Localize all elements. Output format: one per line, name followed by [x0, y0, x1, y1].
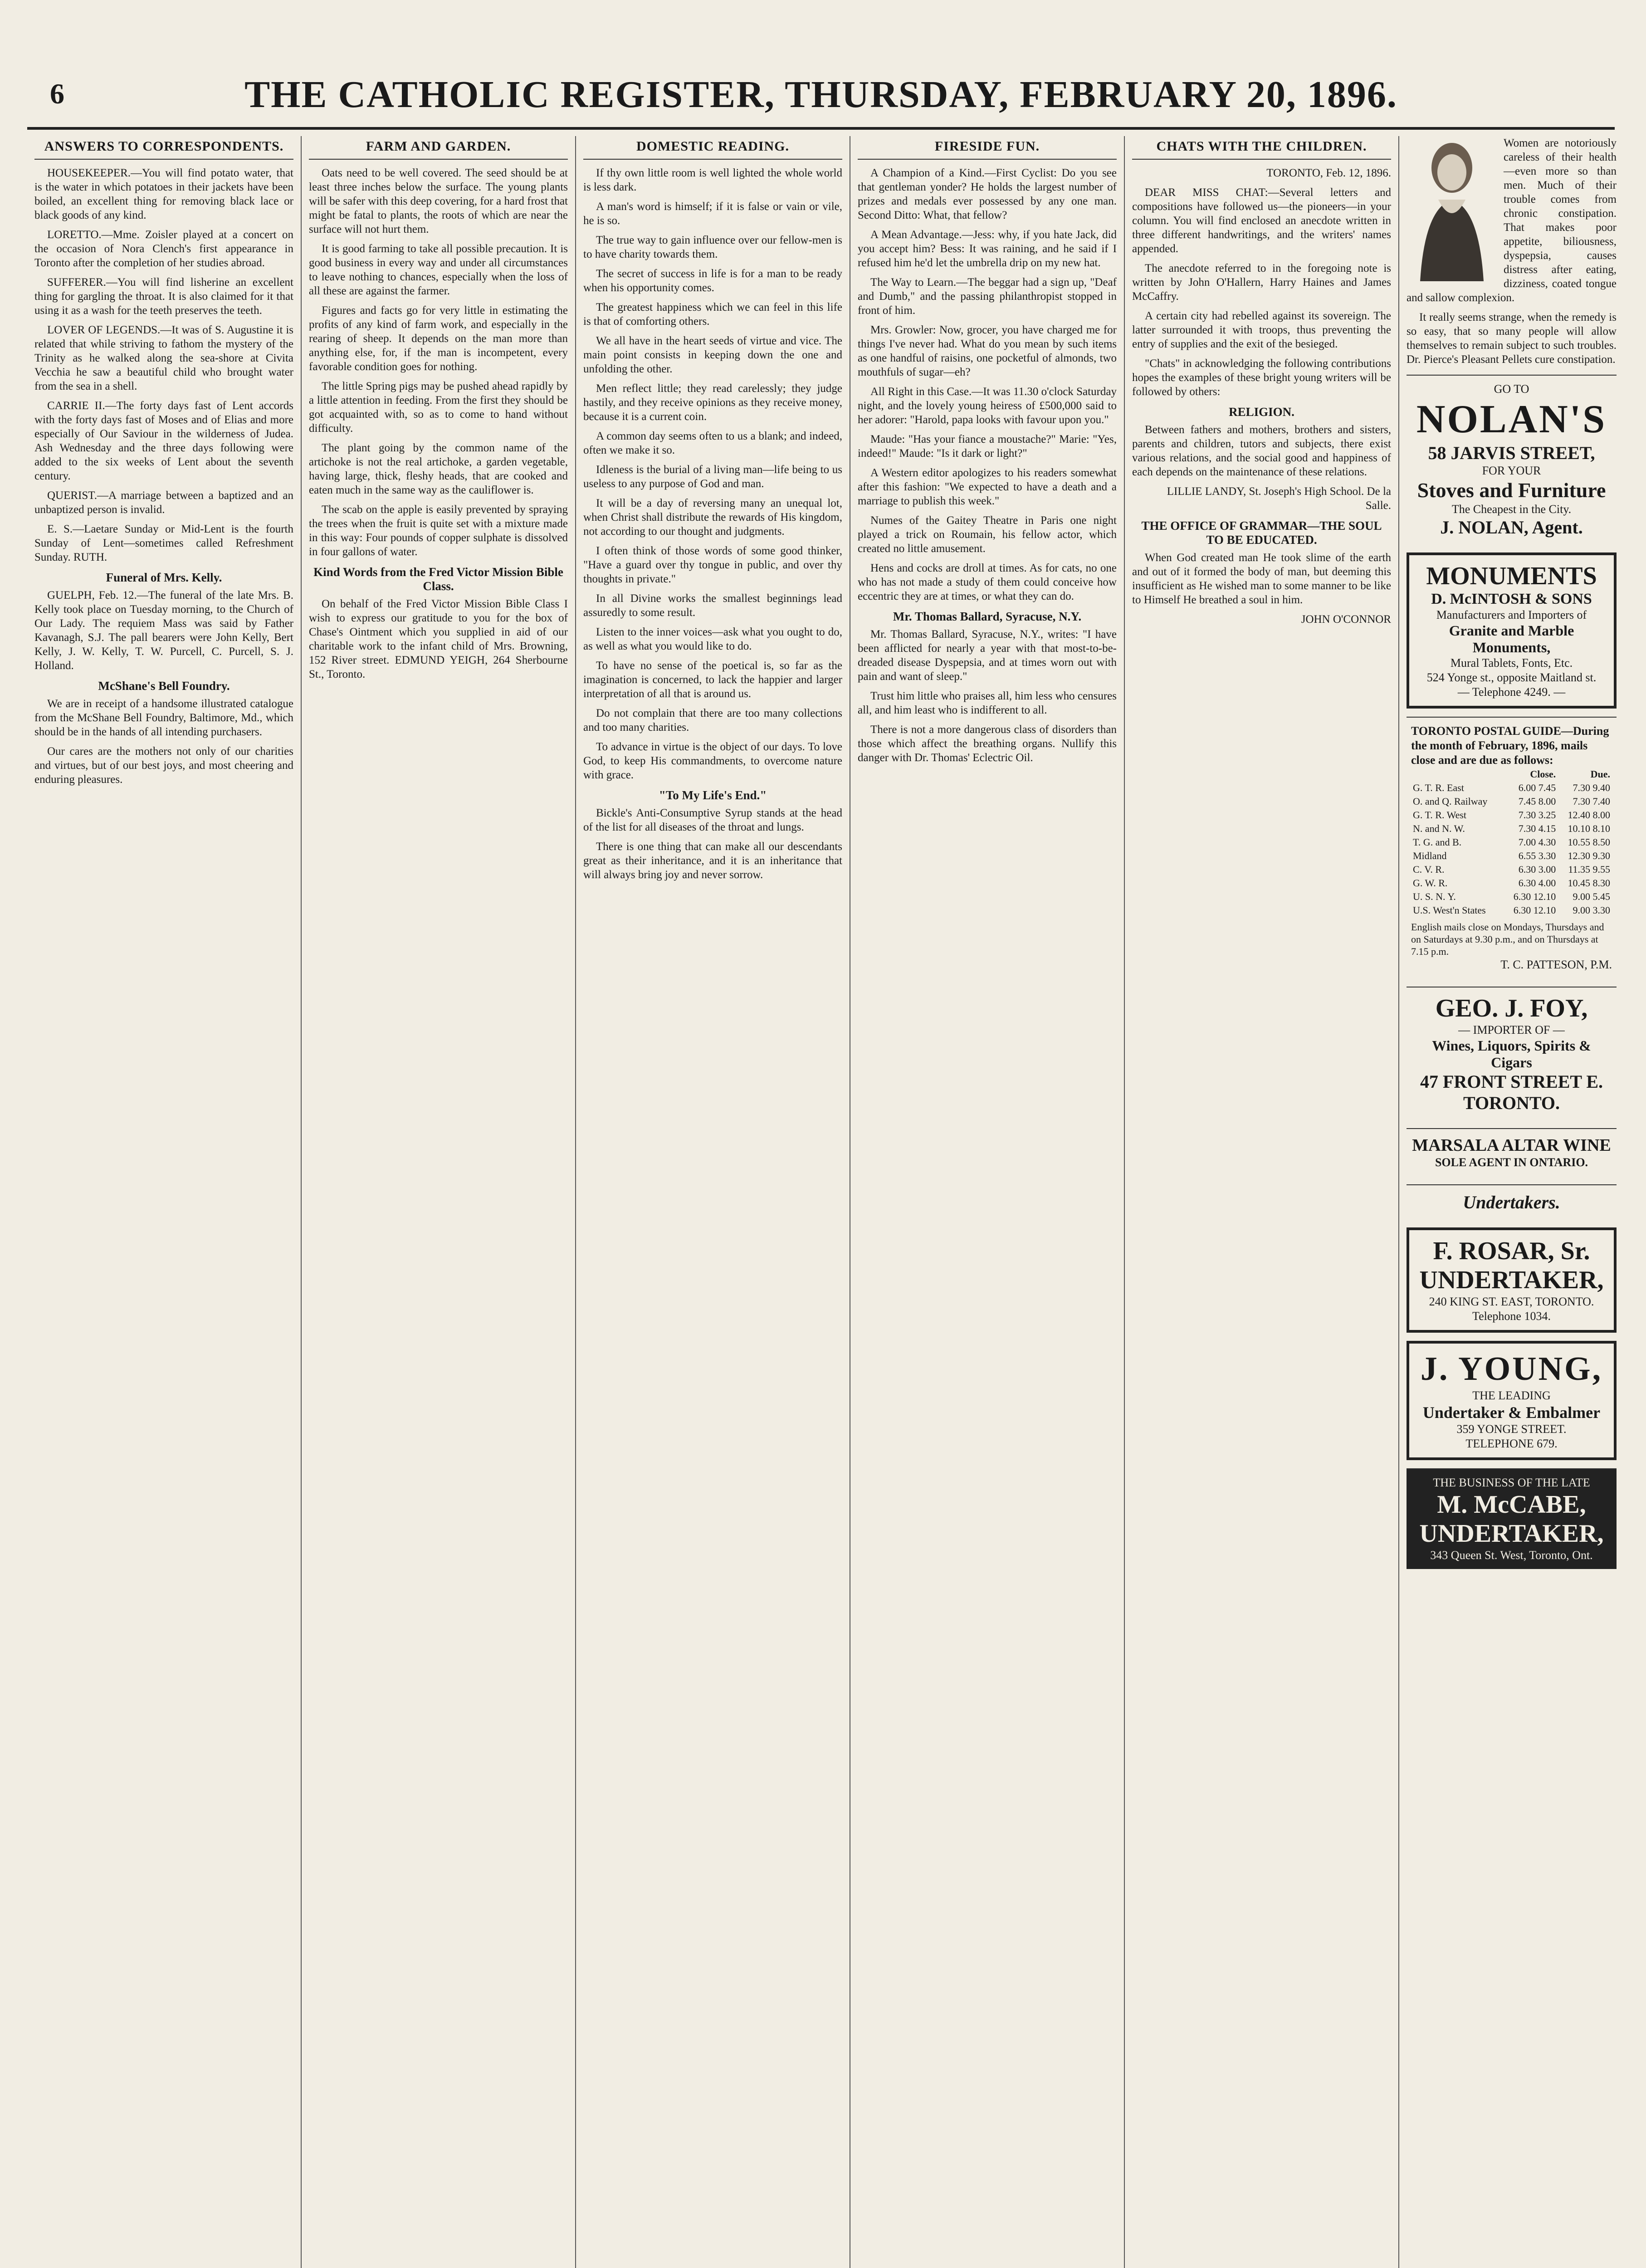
column-farm-garden: [302, 136, 576, 2268]
table-cell: C. V. R.: [1413, 864, 1445, 875]
postal-guide: [1407, 717, 1617, 978]
column-heading: CHATS WITH THE CHILDREN.: [1132, 136, 1391, 160]
paragraph: The greatest happiness which we can feel in this life is that of comforting others.: [583, 301, 842, 327]
table-row: [1411, 904, 1612, 917]
ad-headline: Undertaker & Embalmer: [1422, 1403, 1601, 1422]
ad-monuments: [1407, 552, 1617, 709]
ad-foy: [1407, 987, 1617, 1120]
table-cell: U.S. West'n States: [1413, 904, 1486, 916]
table-cell: G. T. R. East: [1413, 782, 1464, 793]
ad-headline: UNDERTAKER,: [1419, 1520, 1604, 1548]
table-cell: G. T. R. West: [1413, 809, 1467, 821]
table-cell: 7.30 3.25: [1518, 809, 1556, 821]
ad-firm: D. McINTOSH & SONS: [1431, 591, 1592, 607]
paragraph: TORONTO, Feb. 12, 1896.: [1266, 167, 1391, 179]
paragraph: The plant going by the common name of the artichoke is not the real artichoke, a garden vegetable, having large, thick, fleshy heads, that are cooked and eaten much in the same way as the cauliflower is.: [309, 442, 568, 496]
ad-headline: Wines, Liquors, Spirits & Cigars: [1432, 1037, 1591, 1070]
ad-phone: Telephone 1034.: [1472, 1310, 1551, 1323]
table-header: Due.: [1590, 768, 1610, 780]
table-cell: 7.00 4.30: [1518, 836, 1556, 848]
column-answers: [27, 136, 302, 2268]
paragraph: A Western editor apologizes to his readers somewhat after this fashion: "We expected to have a death and a marriage to publish this week.": [858, 467, 1117, 507]
page-columns: [27, 136, 1624, 2268]
table-cell: 7.30 9.40: [1573, 782, 1610, 793]
column-chats-children: [1125, 136, 1399, 2268]
column-heading: ANSWERS TO CORRESPONDENTS.: [34, 136, 293, 160]
paragraph: DEAR MISS CHAT:—Several letters and compositions have followed us—the pioneers—in your column. You will find enclosed an anecdote written in three different handwritings, and the writers' names appended.: [1132, 186, 1391, 255]
subheading: THE OFFICE OF GRAMMAR—THE SOUL TO BE EDUCATED.: [1141, 519, 1382, 547]
paragraph: Men reflect little; they read carelessly; they judge hastily, and they receive opinions as they receive money, because it is a current coin.: [583, 382, 842, 423]
ad-marsala: [1407, 1128, 1617, 1176]
table-cell: 10.45 8.30: [1568, 877, 1610, 889]
table-cell: O. and Q. Railway: [1413, 796, 1488, 807]
paragraph: When God created man He took slime of the earth and out of it formed the body of man, but deeming this insufficient as He wished man to some manner to be like to Himself He breathed a soul in him.: [1132, 552, 1391, 606]
table-cell: U. S. N. Y.: [1413, 891, 1456, 902]
ad-headline: GEO. J. FOY,: [1435, 994, 1588, 1022]
paragraph: QUERIST.—A marriage between a baptized and an unbaptized person is invalid.: [34, 489, 293, 516]
table-row: [1411, 822, 1612, 836]
article-body: [34, 166, 293, 787]
paragraph: It will be a day of reversing many an unequal lot, when Christ shall distribute the rewards of His kingdom, not according to our thought and judgments.: [583, 497, 842, 538]
ad-young: [1407, 1341, 1617, 1460]
table-row: [1411, 863, 1612, 876]
table-cell: 6.30 12.10: [1513, 904, 1556, 916]
paragraph: A certain city had rebelled against its sovereign. The latter surrounded it with troops, thus preventing the entry of supplies and the exit of the besieged.: [1132, 310, 1391, 350]
paragraph: Bickle's Anti-Consumptive Syrup stands at the head of the list for all diseases of the throat and lungs.: [583, 807, 842, 833]
paragraph: Numes of the Gaitey Theatre in Paris one night played a trick on Roumain, his fellow actor, which created no little amusement.: [858, 514, 1117, 555]
ad-text: It really seems strange, when the remedy is so easy, that so many people will allow themselves to remain subject to such troubles. Dr. Pierce's Pleasant Pellets cure constipation.: [1407, 311, 1617, 366]
table-cell: 6.30 3.00: [1518, 864, 1556, 875]
table-cell: 7.45 8.00: [1518, 796, 1556, 807]
paragraph: To advance in virtue is the object of our days. To love God, to keep His commandments, to overcome nature with grace.: [583, 741, 842, 781]
ad-text: — IMPORTER OF —: [1458, 1023, 1565, 1036]
paragraph: GUELPH, Feb. 12.—The funeral of the late Mrs. B. Kelly took place on Tuesday morning, to the Church of Our Lady. The requiem Mass was said by Father Kavanagh, S.J. The pall bearers were John Kelly, Bert Kelly, J. W. Kelly, T. W. Purcell, C. Purcell, S. J. Holland.: [34, 589, 293, 672]
table-cell: 6.30 4.00: [1518, 877, 1556, 889]
paragraph: We all have in the heart seeds of virtue and vice. The main point consists in keeping down the one and unfolding the other.: [583, 335, 842, 375]
paragraph: On behalf of the Fred Victor Mission Bible Class I wish to express our gratitude to you for the box of Chase's Ointment which you supplied in aid of our charitable work to the infant child of Mrs. Browning, 152 River street. EDMUND YEIGH, 264 Sherbourne St., Toronto.: [309, 598, 568, 680]
subheading: "To My Life's End.": [659, 788, 767, 802]
undertakers-heading: [1407, 1184, 1617, 1219]
paragraph: CARRIE II.—The forty days fast of Lent accords with the forty days fast of Moses and of Elias and more especially of Our Saviour in the wilderness of Judea. Ash Wednesday and the three days following were added to the six weeks of Lent about the seventh century.: [34, 400, 293, 482]
paragraph: To have no sense of the poetical is, so far as the imagination is concerned, to lack the happier and larger interpretation of all that is around us.: [583, 660, 842, 700]
table-cell: 9.00 5.45: [1573, 891, 1610, 902]
table-row: [1411, 876, 1612, 890]
subheading: Kind Words from the Fred Victor Mission Bible Class.: [313, 565, 563, 593]
table-cell: 7.30 4.15: [1518, 823, 1556, 834]
table-cell: 12.40 8.00: [1568, 809, 1610, 821]
column-domestic-reading: [576, 136, 850, 2268]
table-cell: 12.30 9.30: [1568, 850, 1610, 861]
ad-rosar: [1407, 1227, 1617, 1333]
paragraph: "Chats" in acknowledging the following contributions hopes the examples of these bright young writers will be followed by others:: [1132, 357, 1391, 398]
paragraph: Hens and cocks are droll at times. As for cats, no one who has not made a study of them could conceive how eccentric they are at times, or what they can do.: [858, 562, 1117, 602]
ad-text: Women are notoriously careless of their health—even more so than men. Much of their trouble comes from chronic constipation. That makes poor appetite, biliousness, dyspepsia, causes distress after eating, dizziness, coated tongue and sallow complexion.: [1407, 137, 1617, 304]
article-body: [309, 166, 568, 681]
subheading: RELIGION.: [1229, 405, 1294, 419]
ad-phone: — Telephone 4249. —: [1457, 685, 1566, 699]
table-row: [1411, 836, 1612, 849]
ad-text: THE BUSINESS OF THE LATE: [1433, 1476, 1590, 1489]
table-row: [1411, 808, 1612, 822]
paragraph: Listen to the inner voices—ask what you ought to do, as well as what you would like to do.: [583, 626, 842, 652]
table-cell: 10.10 8.10: [1568, 823, 1610, 834]
paragraph: A Mean Advantage.—Jess: why, if you hate Jack, did you accept him? Bess: It was raining, and he said if I refused him he'd let the umbrella drip on my new hat.: [858, 229, 1117, 269]
paragraph: A common day seems often to us a blank; and indeed, often we make it so.: [583, 430, 842, 456]
subheading: Funeral of Mrs. Kelly.: [106, 571, 222, 584]
paragraph: In all Divine works the smallest beginnings lead assuredly to some result.: [583, 592, 842, 619]
paragraph: If thy own little room is well lighted the whole world is less dark.: [583, 167, 842, 193]
ad-headline: NOLAN'S: [1416, 397, 1607, 441]
ad-text: SOLE AGENT IN ONTARIO.: [1435, 1156, 1588, 1169]
paragraph: Oats need to be well covered. The seed should be at least three inches below the surface. The young plants will be safer with this deep covering, for a hard frost that might be fatal to plants, the roots of which are near the surface will not hurt them.: [309, 167, 568, 235]
paragraph: I often think of those words of some good thinker, "Have a guard over thy tongue in public, and over thy thoughts in private.": [583, 545, 842, 585]
ad-headline: J. YOUNG,: [1420, 1350, 1603, 1388]
table-header: [1411, 767, 1503, 781]
table-cell: G. W. R.: [1413, 877, 1448, 889]
table-header-row: [1411, 767, 1612, 781]
article-body: [858, 166, 1117, 765]
ad-address: 524 Yonge st., opposite Maitland st.: [1426, 671, 1597, 684]
paragraph: LORETTO.—Mme. Zoisler played at a concert on the occasion of Nora Clench's first appearance in Toronto after the completion of her studies abroad.: [34, 229, 293, 269]
ad-agent: J. NOLAN, Agent.: [1440, 517, 1583, 538]
table-cell: T. G. and B.: [1413, 836, 1462, 848]
paragraph: Trust him little who praises all, him less who censures all, and him least who is indifferent to all.: [858, 690, 1117, 716]
paragraph: All Right in this Case.—It was 11.30 o'clock Saturday night, and the lovely young heiress of £500,000 said to her adorer: "Harold, papa looks with favour upon you.": [858, 386, 1117, 426]
ad-address: 359 YONGE STREET.: [1456, 1422, 1567, 1436]
paragraph: Mr. Thomas Ballard, Syracuse, N.Y., writes: "I have been afflicted for nearly a year with that most-to-be-dreaded disease Dyspepsia, and at times worn out with pain and want of sleep.": [858, 628, 1117, 683]
ad-headline: Stoves and Furniture: [1417, 479, 1606, 502]
ad-headline: MONUMENTS: [1426, 562, 1597, 590]
ad-headline: MARSALA ALTAR WINE: [1412, 1136, 1611, 1155]
paragraph: A man's word is himself; if it is false or vain or vile, he is so.: [583, 200, 842, 227]
ad-headline: UNDERTAKER,: [1419, 1266, 1604, 1294]
paragraph: It is good farming to take all possible precaution. It is good business in every way and under all circumstances to leave nothing to chances, especially when the loss of all these are against the farmer.: [309, 243, 568, 297]
postal-title: TORONTO POSTAL GUIDE—During the month of February, 1896, mails close and are due as follows:: [1411, 724, 1609, 767]
ad-headline: F. ROSAR, Sr.: [1433, 1237, 1590, 1265]
paragraph: Mrs. Growler: Now, grocer, you have charged me for things I've never had. What do you mean by such items as one handful of raisins, one pocketful of almonds, two mouthfuls of sugar—eh?: [858, 324, 1117, 378]
table-row: [1411, 849, 1612, 863]
ad-text: FOR YOUR: [1482, 464, 1541, 477]
ad-headline: Granite and Marble Monuments,: [1449, 622, 1574, 655]
ad-nolans: [1407, 375, 1617, 544]
table-cell: 9.00 3.30: [1573, 904, 1610, 916]
article-body: [1132, 166, 1391, 626]
paragraph: Between fathers and mothers, brothers and sisters, parents and children, tutors and subjects, there exist various relations, and the social good and happiness of each depends on the maintenance of these relations.: [1132, 424, 1391, 478]
postal-table: [1411, 767, 1612, 917]
paragraph: The anecdote referred to in the foregoing note is written by John O'Hallern, Harry Haines and James McCaffry.: [1132, 262, 1391, 303]
column-advertisements: [1399, 136, 1624, 2268]
paragraph: We are in receipt of a handsome illustrated catalogue from the McShane Bell Foundry, Baltimore, Md., which should be in the hands of all intending purchasers.: [34, 698, 293, 738]
ad-address: 240 KING ST. EAST, TORONTO.: [1429, 1295, 1594, 1308]
ad-text: GO TO: [1494, 382, 1529, 396]
paragraph: E. S.—Laetare Sunday or Mid-Lent is the fourth Sunday of Lent—sometimes called Refreshment Sunday. RUTH.: [34, 523, 293, 563]
table-row: [1411, 890, 1612, 904]
paragraph: SUFFERER.—You will find lisherine an excellent thing for gargling the throat. It is also claimed for it that using it as a wash for the teeth preserves the teeth.: [34, 276, 293, 317]
paragraph: There is not a more dangerous class of disorders than those which affect the breathing organs. Nullify this danger with Dr. Thomas' Eclectric Oil.: [858, 723, 1117, 764]
ad-text: THE LEADING: [1472, 1389, 1551, 1402]
ad-headline: M. McCABE,: [1437, 1491, 1586, 1519]
paragraph: The little Spring pigs may be pushed ahead rapidly by a little attention in feeding. From the first they should be got acquainted with, so as to come to hand without difficulty.: [309, 380, 568, 435]
ad-text: Manufacturers and Importers of: [1436, 608, 1587, 621]
table-header: Close.: [1530, 768, 1556, 780]
column-heading: DOMESTIC READING.: [583, 136, 842, 160]
ad-address: 343 Queen St. West, Toronto, Ont.: [1430, 1549, 1593, 1562]
table-row: [1411, 781, 1612, 795]
section-heading: Undertakers.: [1463, 1192, 1560, 1212]
column-heading: FARM AND GARDEN.: [309, 136, 568, 160]
table-cell: 7.30 7.40: [1573, 796, 1610, 807]
table-cell: 11.35 9.55: [1568, 864, 1610, 875]
paragraph: The secret of success in life is for a man to be ready when his opportunity comes.: [583, 268, 842, 294]
woman-portrait-illustration: [1407, 136, 1497, 281]
ad-phone: TELEPHONE 679.: [1465, 1437, 1558, 1450]
ad-pierce: [1407, 136, 1617, 367]
paragraph: HOUSEKEEPER.—You will find potato water, that is the water in which potatoes in their jackets have been boiled, an excellent thing for removing black lace or black goods of any kind.: [34, 167, 293, 221]
table-cell: N. and N. W.: [1413, 823, 1465, 834]
newspaper-title: THE CATHOLIC REGISTER, THURSDAY, FEBRUARY 20, 1896.: [244, 73, 1397, 116]
paragraph: Idleness is the burial of a living man—life being to us useless to any purpose of God and man.: [583, 464, 842, 490]
table-row: [1411, 795, 1612, 808]
paragraph: Figures and facts go for very little in estimating the profits of any kind of farm work, and especially in the rearing of sheep. It depends on the man more than anything else, for, if the man is incompetent, every favorable condition goes for nothing.: [309, 304, 568, 373]
ad-text: The Cheapest in the City.: [1451, 503, 1572, 516]
subheading: Mr. Thomas Ballard, Syracuse, N.Y.: [893, 610, 1082, 623]
column-fireside-fun: [850, 136, 1125, 2268]
paragraph: Do not complain that there are too many collections and too many charities.: [583, 707, 842, 733]
article-body: [583, 166, 842, 882]
ad-text: Mural Tablets, Fonts, Etc.: [1450, 656, 1573, 670]
paragraph: There is one thing that can make all our descendants great as their inheritance, and it is an inheritance that will always bring joy and never sorrow.: [583, 841, 842, 881]
paragraph: The Way to Learn.—The beggar had a sign up, "Deaf and Dumb," and the passing philanthropist stopped in front of him.: [858, 276, 1117, 317]
paragraph: LOVER OF LEGENDS.—It was of S. Augustine it is related that while striving to fathom the mystery of the Trinity as he walked along the sea-shore at Civita Vecchia he saw a beautiful child who brought water from the sea in a shell.: [34, 324, 293, 392]
ad-address: 47 FRONT STREET E.: [1420, 1071, 1603, 1092]
ad-mccabe: [1407, 1468, 1617, 1569]
table-cell: 10.55 8.50: [1568, 836, 1610, 848]
signature: JOHN O'CONNOR: [1301, 613, 1391, 626]
subheading: McShane's Bell Foundry.: [98, 679, 230, 693]
ad-address: 58 JARVIS STREET,: [1428, 443, 1595, 463]
paragraph: Our cares are the mothers not only of our charities and virtues, but of our best joys, and most cheering and enduring pleasures.: [34, 745, 293, 786]
paragraph: The scab on the apple is easily prevented by spraying the trees when the fruit is quite set with a mixture made in this way: Four pounds of copper sulphate is dissolved in four gallons of water.: [309, 503, 568, 558]
paragraph: Maude: "Has your fiance a moustache?" Marie: "Yes, indeed!" Maude: "Is it dark or light?": [858, 433, 1117, 459]
table-cell: Midland: [1413, 850, 1447, 861]
table-cell: 6.55 3.30: [1518, 850, 1556, 861]
table-cell: 6.00 7.45: [1518, 782, 1556, 793]
masthead: [27, 59, 1615, 130]
signature: LILLIE LANDY, St. Joseph's High School. De la Salle.: [1167, 485, 1391, 512]
column-heading: FIRESIDE FUN.: [858, 136, 1117, 160]
ad-city: TORONTO.: [1463, 1093, 1560, 1113]
postmaster: T. C. PATTESON, P.M.: [1500, 958, 1612, 971]
page-number: 6: [50, 78, 64, 110]
paragraph: The true way to gain influence over our fellow-men is to have charity towards them.: [583, 234, 842, 260]
table-cell: 6.30 12.10: [1513, 891, 1556, 902]
postal-note: English mails close on Mondays, Thursdays and on Saturdays at 9.30 p.m., and on Thursdays at 7.15 p.m.: [1411, 921, 1604, 957]
paragraph: A Champion of a Kind.—First Cyclist: Do you see that gentleman yonder? He holds the largest number of prizes and medals ever possessed by any one man. Second Ditto: What, that fellow?: [858, 167, 1117, 221]
